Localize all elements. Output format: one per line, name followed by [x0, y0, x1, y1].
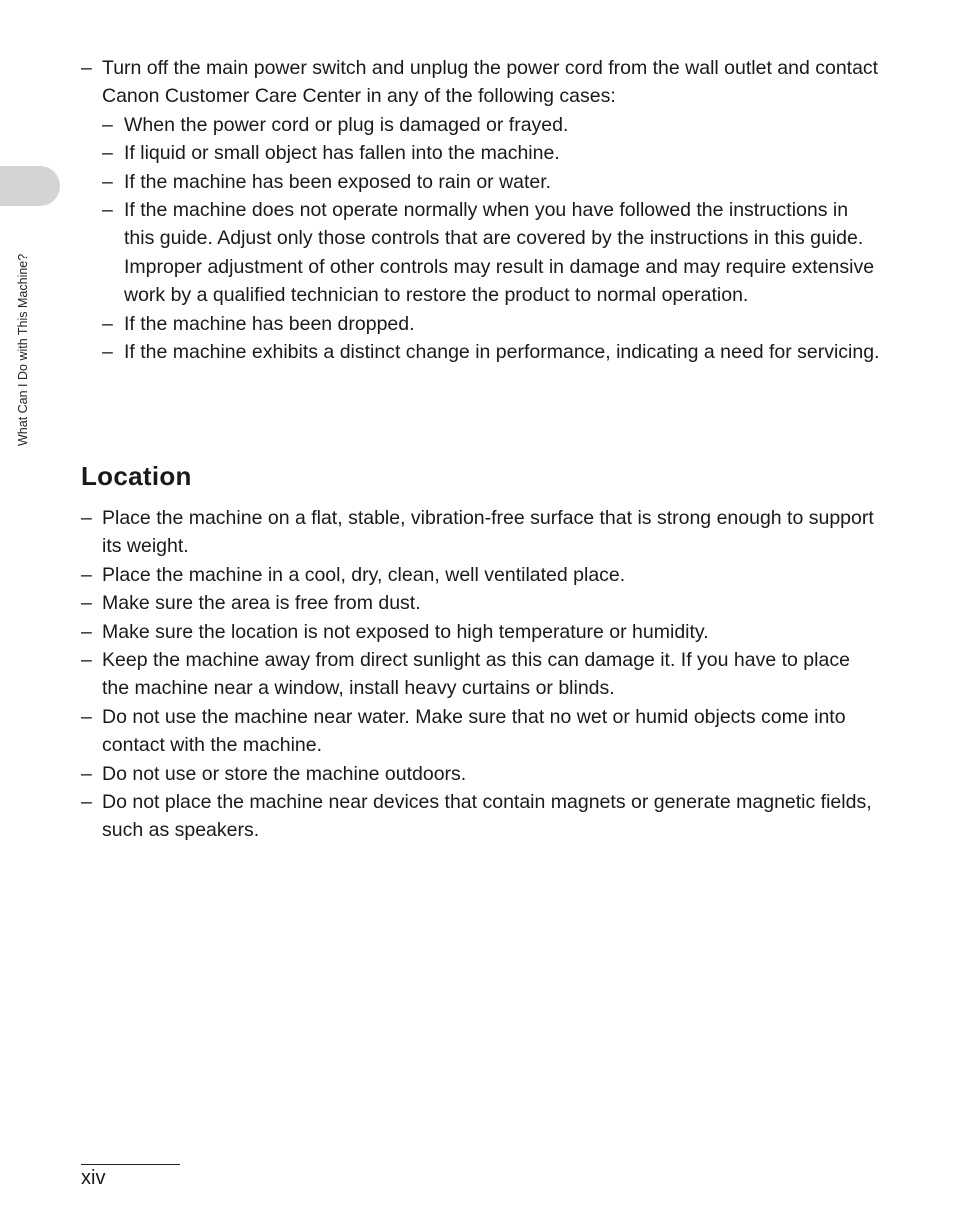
list-item: [81, 589, 881, 617]
location-text: Do not place the machine near devices that contain magnets or generate magnetic fields, such as speakers.: [102, 791, 872, 842]
dash-bullet: –: [81, 649, 92, 672]
dash-bullet: –: [81, 705, 92, 728]
list-item: [102, 168, 881, 196]
chapter-tab: [0, 166, 60, 206]
location-text: Make sure the area is free from dust.: [102, 592, 421, 615]
list-item: [81, 54, 881, 366]
list-item: [102, 139, 881, 167]
dash-bullet: –: [81, 563, 92, 586]
power-intro-text: Turn off the main power switch and unplug the power cord from the wall outlet and contact Canon Customer Care Center in any of the following cases:: [102, 57, 879, 108]
dash-bullet: –: [81, 791, 92, 814]
list-item: [102, 196, 881, 310]
power-warning-list: [81, 54, 881, 366]
case-text: If the machine has been dropped.: [124, 312, 415, 335]
list-item: [81, 561, 881, 589]
case-text: When the power cord or plug is damaged or frayed.: [124, 113, 569, 136]
list-item: [102, 338, 881, 366]
case-text: If the machine does not operate normally when you have followed the instructions in this guide. Adjust only those controls that are covered by the instructions in this guide. Improper adjustment of other controls may result in damage and may require extensive work by a qualified technician to restore the product to normal operation.: [124, 199, 875, 307]
list-item: [102, 111, 881, 139]
list-item: [81, 504, 881, 561]
dash-bullet: –: [102, 170, 113, 193]
location-heading: Location: [81, 461, 192, 491]
dash-bullet: –: [81, 620, 92, 643]
dash-bullet: –: [102, 142, 113, 165]
dash-bullet: –: [102, 312, 113, 335]
dash-bullet: –: [81, 57, 92, 79]
list-item: [81, 760, 881, 788]
chapter-title: What Can I Do with This Machine?: [16, 253, 30, 446]
location-text: Do not use the machine near water. Make sure that no wet or humid objects come into contact with the machine.: [102, 705, 846, 757]
list-item: [81, 646, 881, 703]
list-item: [81, 703, 881, 760]
dash-bullet: –: [81, 592, 92, 615]
power-cases-list: [102, 111, 881, 367]
page-number: xiv: [81, 1167, 106, 1189]
dash-bullet: –: [102, 113, 113, 136]
dash-bullet: –: [81, 507, 92, 529]
dash-bullet: –: [102, 199, 113, 222]
case-text: If the machine exhibits a distinct change in performance, indicating a need for servicing.: [124, 341, 880, 364]
dash-bullet: –: [102, 341, 113, 364]
location-text: Place the machine on a flat, stable, vibration-free surface that is strong enough to support its weight.: [102, 507, 874, 558]
list-item: [81, 788, 881, 845]
location-text: Keep the machine away from direct sunlight as this can damage it. If you have to place the machine near a window, install heavy curtains or blinds.: [102, 649, 850, 700]
location-list: [81, 504, 881, 845]
dash-bullet: –: [81, 762, 92, 785]
location-text: Make sure the location is not exposed to high temperature or humidity.: [102, 620, 709, 643]
case-text: If liquid or small object has fallen into the machine.: [124, 142, 560, 165]
list-item: [81, 618, 881, 646]
list-item: [102, 310, 881, 338]
location-text: Place the machine in a cool, dry, clean, well ventilated place.: [102, 563, 626, 586]
case-text: If the machine has been exposed to rain or water.: [124, 170, 552, 193]
location-text: Do not use or store the machine outdoors.: [102, 762, 467, 785]
footer-rule: [81, 1164, 180, 1165]
